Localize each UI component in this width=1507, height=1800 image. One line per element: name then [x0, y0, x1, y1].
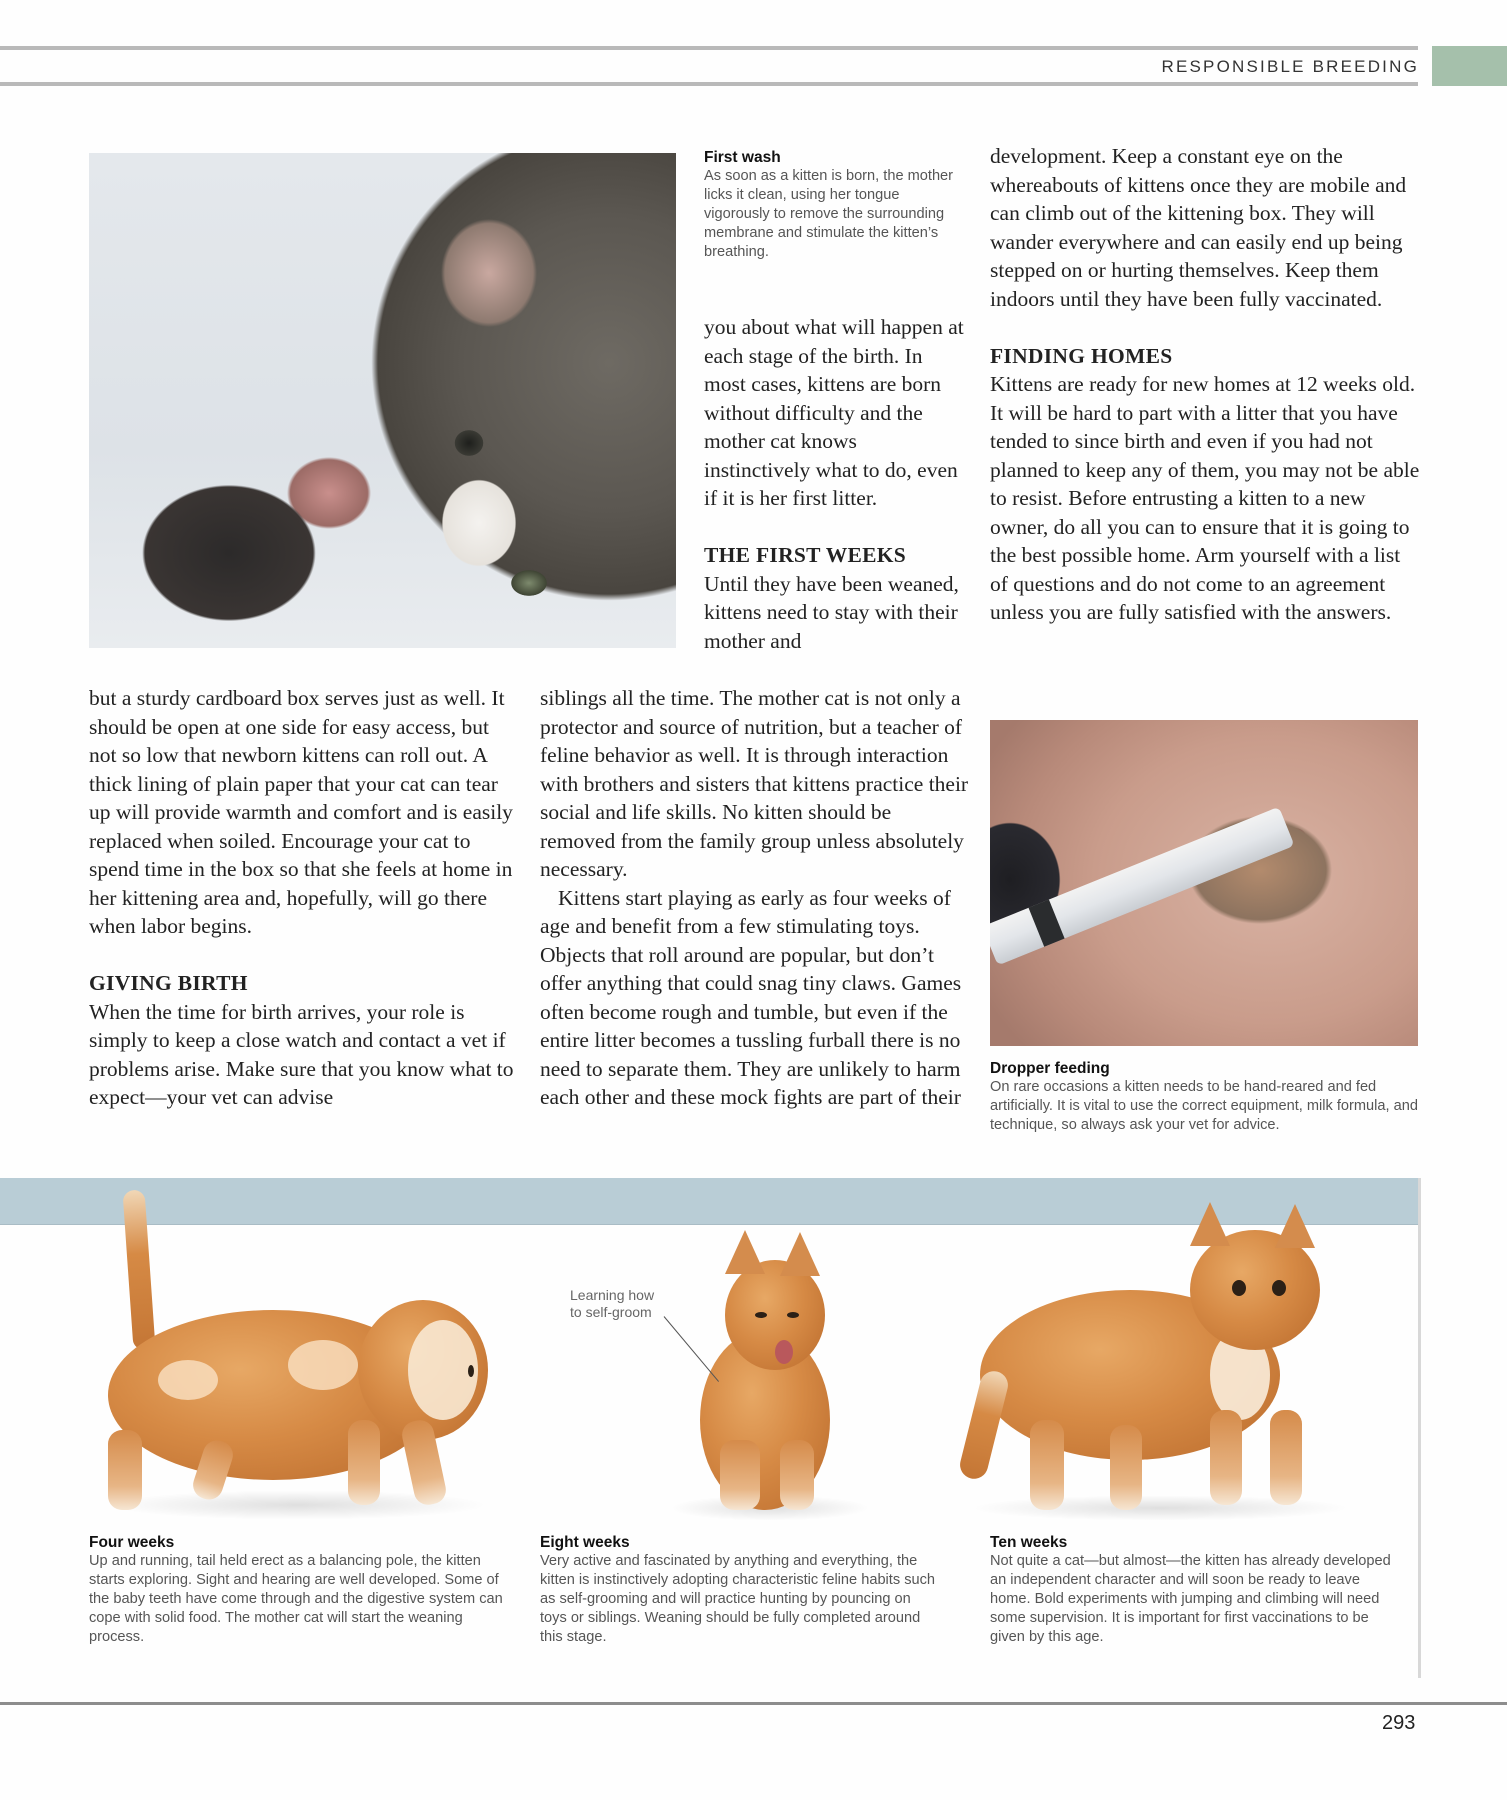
caption-first-wash: [704, 148, 959, 262]
heading-finding-homes: FINDING HOMES: [990, 343, 1173, 368]
paragraph: you about what will happen at each stage of the birth. In most cases, kittens are born without difficulty and the mother cat knows instinctively what to do, even if it is her first litter.: [704, 315, 964, 510]
kitten-eight-weeks-illustration: [670, 1240, 870, 1520]
caption-title: First wash: [704, 149, 781, 166]
paragraph: but a sturdy cardboard box serves just as well. It should be open at one side for easy access, but not so low that newborn kittens can roll out. A thick lining of plain paper that your cat can tear up will provide warmth and comfort and is easily replaced when soiled. Encourage your cat to spend time in the box so that she feels at home in her kittening area and, hopefully, will go there when labor begins.: [89, 686, 513, 938]
callout-self-groom-label: Learning how to self-groom: [570, 1287, 655, 1320]
page-number: 293: [1382, 1712, 1416, 1734]
header-rule-bottom: [0, 82, 1418, 86]
mother-cat-washing-kitten-photo: [89, 153, 676, 648]
paragraph: Kittens start playing as early as four weeks of age and benefit from a few stimulating toys. Objects that roll around are popular, but don’t offer anything that could snag tiny claws. Games often become rough and tumble, but even if the entire litter becomes a tussling furball there is no need to separate them. They are unlikely to harm each other and these mock fights are part of their: [540, 885, 962, 1109]
column-2-narrow: [704, 313, 966, 655]
paragraph: development. Keep a constant eye on the whereabouts of kittens once they are mobile and can climb out of the kittening box. They will wander everywhere and can easily end up being stepped on or hurting themselves. Keep them indoors until they have been fully vaccinated.: [990, 144, 1407, 311]
column-2-wide: [540, 684, 970, 1112]
paragraph: siblings all the time. The mother cat is not only a protector and source of nutrition, but a teacher of feline behavior as well. It is through interaction with brothers and sisters that kittens practice their social and life skills. No kitten should be removed from the family group unless absolutely necessary.: [540, 686, 969, 881]
caption-body: Up and running, tail held erect as a balancing pole, the kitten starts exploring. Sight and hearing are well developed. Some of the baby teeth have come through and the digestive system can cope with solid food. The mother cat will start the weaning process.: [89, 1553, 503, 1645]
caption-title: Eight weeks: [540, 1534, 630, 1551]
caption-ten-weeks: [990, 1533, 1400, 1647]
caption-body: Very active and fascinated by anything and everything, the kitten is instinctively adopting characteristic feline habits such as self-grooming and will practice hunting by pouncing on toys or siblings. Weaning should be fully completed around this stage.: [540, 1553, 936, 1645]
section-tab-marker: [1432, 46, 1507, 86]
footer-rule: [0, 1702, 1507, 1705]
column-3: [990, 142, 1420, 627]
running-head: RESPONSIBLE BREEDING: [1161, 57, 1419, 76]
caption-body: On rare occasions a kitten needs to be hand-reared and fed artificially. It is vital to use the correct equipment, milk formula, and technique, so always ask your vet for advice.: [990, 1079, 1418, 1133]
header-rule-top: [0, 46, 1418, 50]
syringe: [990, 807, 1295, 966]
caption-body: As soon as a kitten is born, the mother licks it clean, using her tongue vigorously to remove the surrounding membrane and stimulate the kitten’s breathing.: [704, 168, 954, 260]
caption-title: Four weeks: [89, 1534, 175, 1551]
paragraph: Kittens are ready for new homes at 12 weeks old. It will be hard to part with a litter that you have tended to since birth and even if you had not planned to keep any of them, you may not be able to resist. Before entrusting a kitten to a new owner, do all you can to ensure that it is going to the best possible home. Arm yourself with a list of questions and do not come to an agreement unless you are fully satisfied with the answers.: [990, 372, 1420, 624]
heading-giving-birth: GIVING BIRTH: [89, 971, 248, 995]
paragraph: Until they have been weaned, kittens need to stay with their mother and: [704, 571, 959, 653]
caption-four-weeks: [89, 1533, 509, 1647]
heading-the-first-weeks: THE FIRST WEEKS: [704, 543, 907, 567]
column-1: [89, 684, 514, 1112]
kitten-four-weeks-illustration: [88, 1190, 508, 1520]
dropper-feeding-photo: [990, 720, 1418, 1046]
caption-title: Ten weeks: [990, 1534, 1068, 1551]
paragraph: When the time for birth arrives, your role is simply to keep a close watch and contact a vet if problems arise. Make sure that you know what to expect—your vet can advise: [89, 999, 514, 1109]
caption-title: Dropper feeding: [990, 1060, 1110, 1077]
caption-eight-weeks: [540, 1533, 940, 1647]
caption-body: Not quite a cat—but almost—the kitten has already developed an independent character and will soon be ready to leave home. Bold experiments with jumping and climbing will need some supervision. It is important for first vaccinations to be given by this age.: [990, 1553, 1391, 1645]
caption-dropper-feeding: [990, 1059, 1420, 1135]
kitten-ten-weeks-illustration: [970, 1210, 1350, 1520]
panel-right-rule: [1418, 1178, 1421, 1678]
